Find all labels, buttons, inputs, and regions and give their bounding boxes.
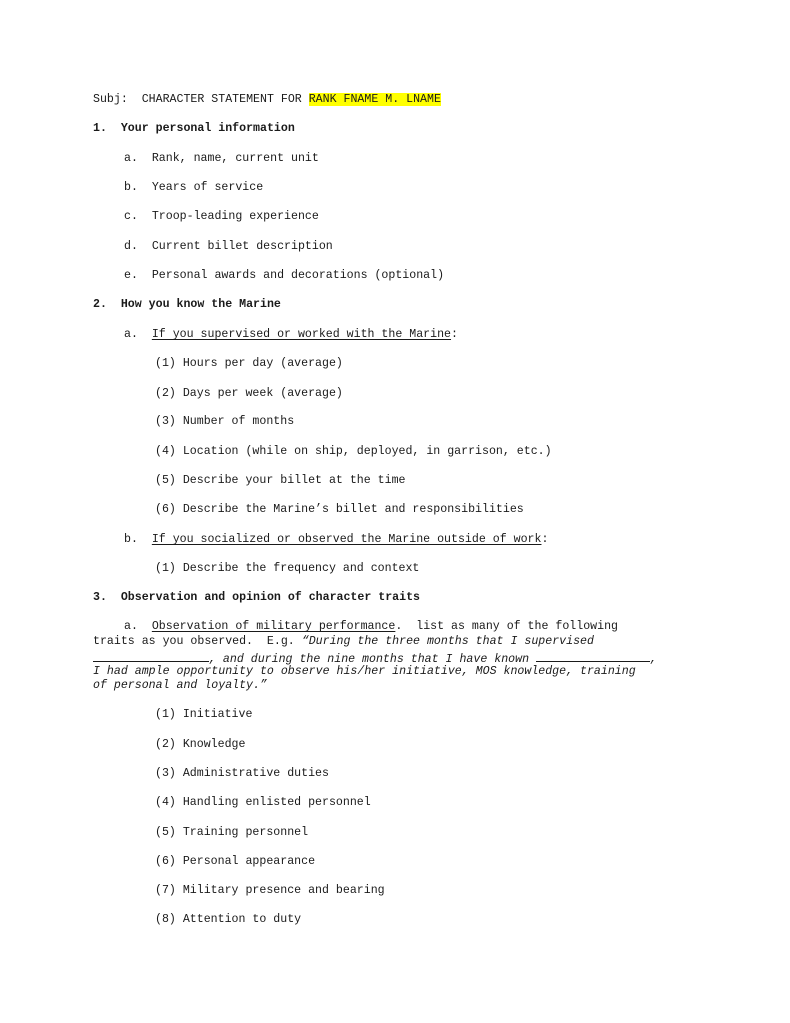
item-text: Troop-leading experience	[151, 210, 319, 223]
sub-item-text: Administrative duties	[182, 767, 329, 780]
sub-item-number: (2)	[155, 387, 176, 400]
section-number: 1.	[93, 122, 107, 135]
sub-item	[155, 796, 371, 810]
sub-item-number: (2)	[155, 738, 176, 751]
paragraph-quote: I had ample opportunity to observe his/her initiative, MOS knowledge, training	[93, 665, 636, 678]
item-letter: a.	[124, 152, 138, 165]
sub-item-text: Describe the frequency and context	[182, 562, 420, 575]
item-heading-underlined: If you supervised or worked with the Marine	[151, 328, 452, 341]
sub-item-text: Personal appearance	[182, 855, 316, 868]
sub-item	[155, 357, 343, 371]
paragraph-text: traits as you observed. E.g.	[93, 635, 302, 648]
item-letter: b.	[124, 533, 138, 546]
list-item	[124, 152, 319, 166]
sub-item-text: Attention to duty	[182, 913, 302, 926]
item-text: Years of service	[151, 181, 264, 194]
sub-item	[155, 503, 524, 517]
sub-item-text: Knowledge	[182, 738, 246, 751]
sub-item-number: (3)	[155, 415, 176, 428]
item-letter: e.	[124, 269, 138, 282]
sub-item-text: Initiative	[182, 708, 253, 721]
sub-item	[155, 826, 308, 840]
item-text: Current billet description	[151, 240, 333, 253]
subject-label: Subj:	[93, 93, 128, 106]
fill-in-blank[interactable]	[536, 650, 650, 662]
sub-item-number: (4)	[155, 445, 176, 458]
paragraph-quote: “During the three months that I supervised	[301, 635, 594, 648]
paragraph-line	[93, 679, 267, 693]
item-text: Personal awards and decorations (optional)	[151, 269, 445, 282]
item-suffix: :	[541, 533, 549, 546]
section-title: How you know the Marine	[120, 298, 281, 311]
list-item	[124, 181, 263, 195]
item-suffix: :	[451, 328, 458, 341]
sub-item	[155, 445, 552, 459]
sub-item-number: (6)	[155, 503, 176, 516]
item-text: Rank, name, current unit	[151, 152, 319, 165]
sub-item-number: (1)	[155, 708, 176, 721]
sub-item	[155, 855, 315, 869]
sub-item-text: Training personnel	[182, 826, 309, 839]
sub-item	[155, 387, 343, 401]
item-heading-underlined: Observation of military performance	[151, 620, 396, 633]
section-number: 2.	[93, 298, 107, 311]
section-1-heading	[93, 122, 295, 136]
sub-item-number: (6)	[155, 855, 176, 868]
item-letter: d.	[124, 240, 138, 253]
sub-item-text: Days per week (average)	[182, 387, 343, 400]
sub-item	[155, 562, 419, 576]
paragraph-line	[124, 620, 618, 634]
sub-item	[155, 738, 245, 752]
list-item	[124, 240, 333, 254]
section-2-heading	[93, 298, 281, 312]
sub-item-text: Number of months	[182, 415, 295, 428]
list-item	[124, 328, 458, 342]
paragraph-line	[93, 665, 636, 679]
section-title: Observation and opinion of character traits	[120, 591, 421, 604]
sub-item-number: (3)	[155, 767, 176, 780]
sub-item-text: Describe the Marine’s billet and responsibilities	[182, 503, 524, 516]
sub-item-text: Military presence and bearing	[182, 884, 385, 897]
paragraph-line	[93, 635, 594, 649]
sub-item	[155, 884, 385, 898]
sub-item-text: Describe your billet at the time	[182, 474, 406, 487]
sub-item-text: Location (while on ship, deployed, in garrison, etc.)	[182, 445, 552, 458]
paragraph-text: list as many of the following	[402, 620, 619, 633]
sub-item-number: (1)	[155, 357, 176, 370]
section-title: Your personal information	[120, 122, 295, 135]
sub-item-number: (7)	[155, 884, 176, 897]
item-letter: b.	[124, 181, 138, 194]
item-letter: c.	[124, 210, 138, 223]
list-item	[124, 269, 444, 283]
item-suffix: .	[395, 620, 403, 633]
item-letter: a.	[124, 328, 138, 341]
fill-in-blank[interactable]	[93, 650, 209, 662]
sub-item	[155, 415, 294, 429]
item-heading-underlined: If you socialized or observed the Marine outside of work	[151, 533, 542, 546]
subject-name-highlight: RANK FNAME M. LNAME	[308, 93, 441, 106]
sub-item	[155, 913, 301, 927]
section-3-heading	[93, 591, 420, 605]
sub-item	[155, 474, 405, 488]
sub-item-number: (8)	[155, 913, 176, 926]
list-item	[124, 533, 548, 547]
sub-item-number: (5)	[155, 826, 176, 839]
sub-item-text: Hours per day (average)	[182, 357, 343, 370]
sub-item-number: (5)	[155, 474, 176, 487]
item-letter: a.	[124, 620, 138, 633]
paragraph-quote: of personal and loyalty.”	[93, 679, 267, 692]
sub-item-number: (1)	[155, 562, 176, 575]
list-item	[124, 210, 319, 224]
subject-line	[93, 93, 441, 107]
section-number: 3.	[93, 591, 107, 604]
sub-item	[155, 708, 252, 722]
subject-text: CHARACTER STATEMENT FOR	[141, 93, 302, 106]
paragraph-quote: , and during the nine months that I have known	[209, 653, 530, 666]
paragraph-quote: ,	[650, 653, 657, 666]
sub-item-number: (4)	[155, 796, 176, 809]
sub-item-text: Handling enlisted personnel	[182, 796, 371, 809]
sub-item	[155, 767, 329, 781]
